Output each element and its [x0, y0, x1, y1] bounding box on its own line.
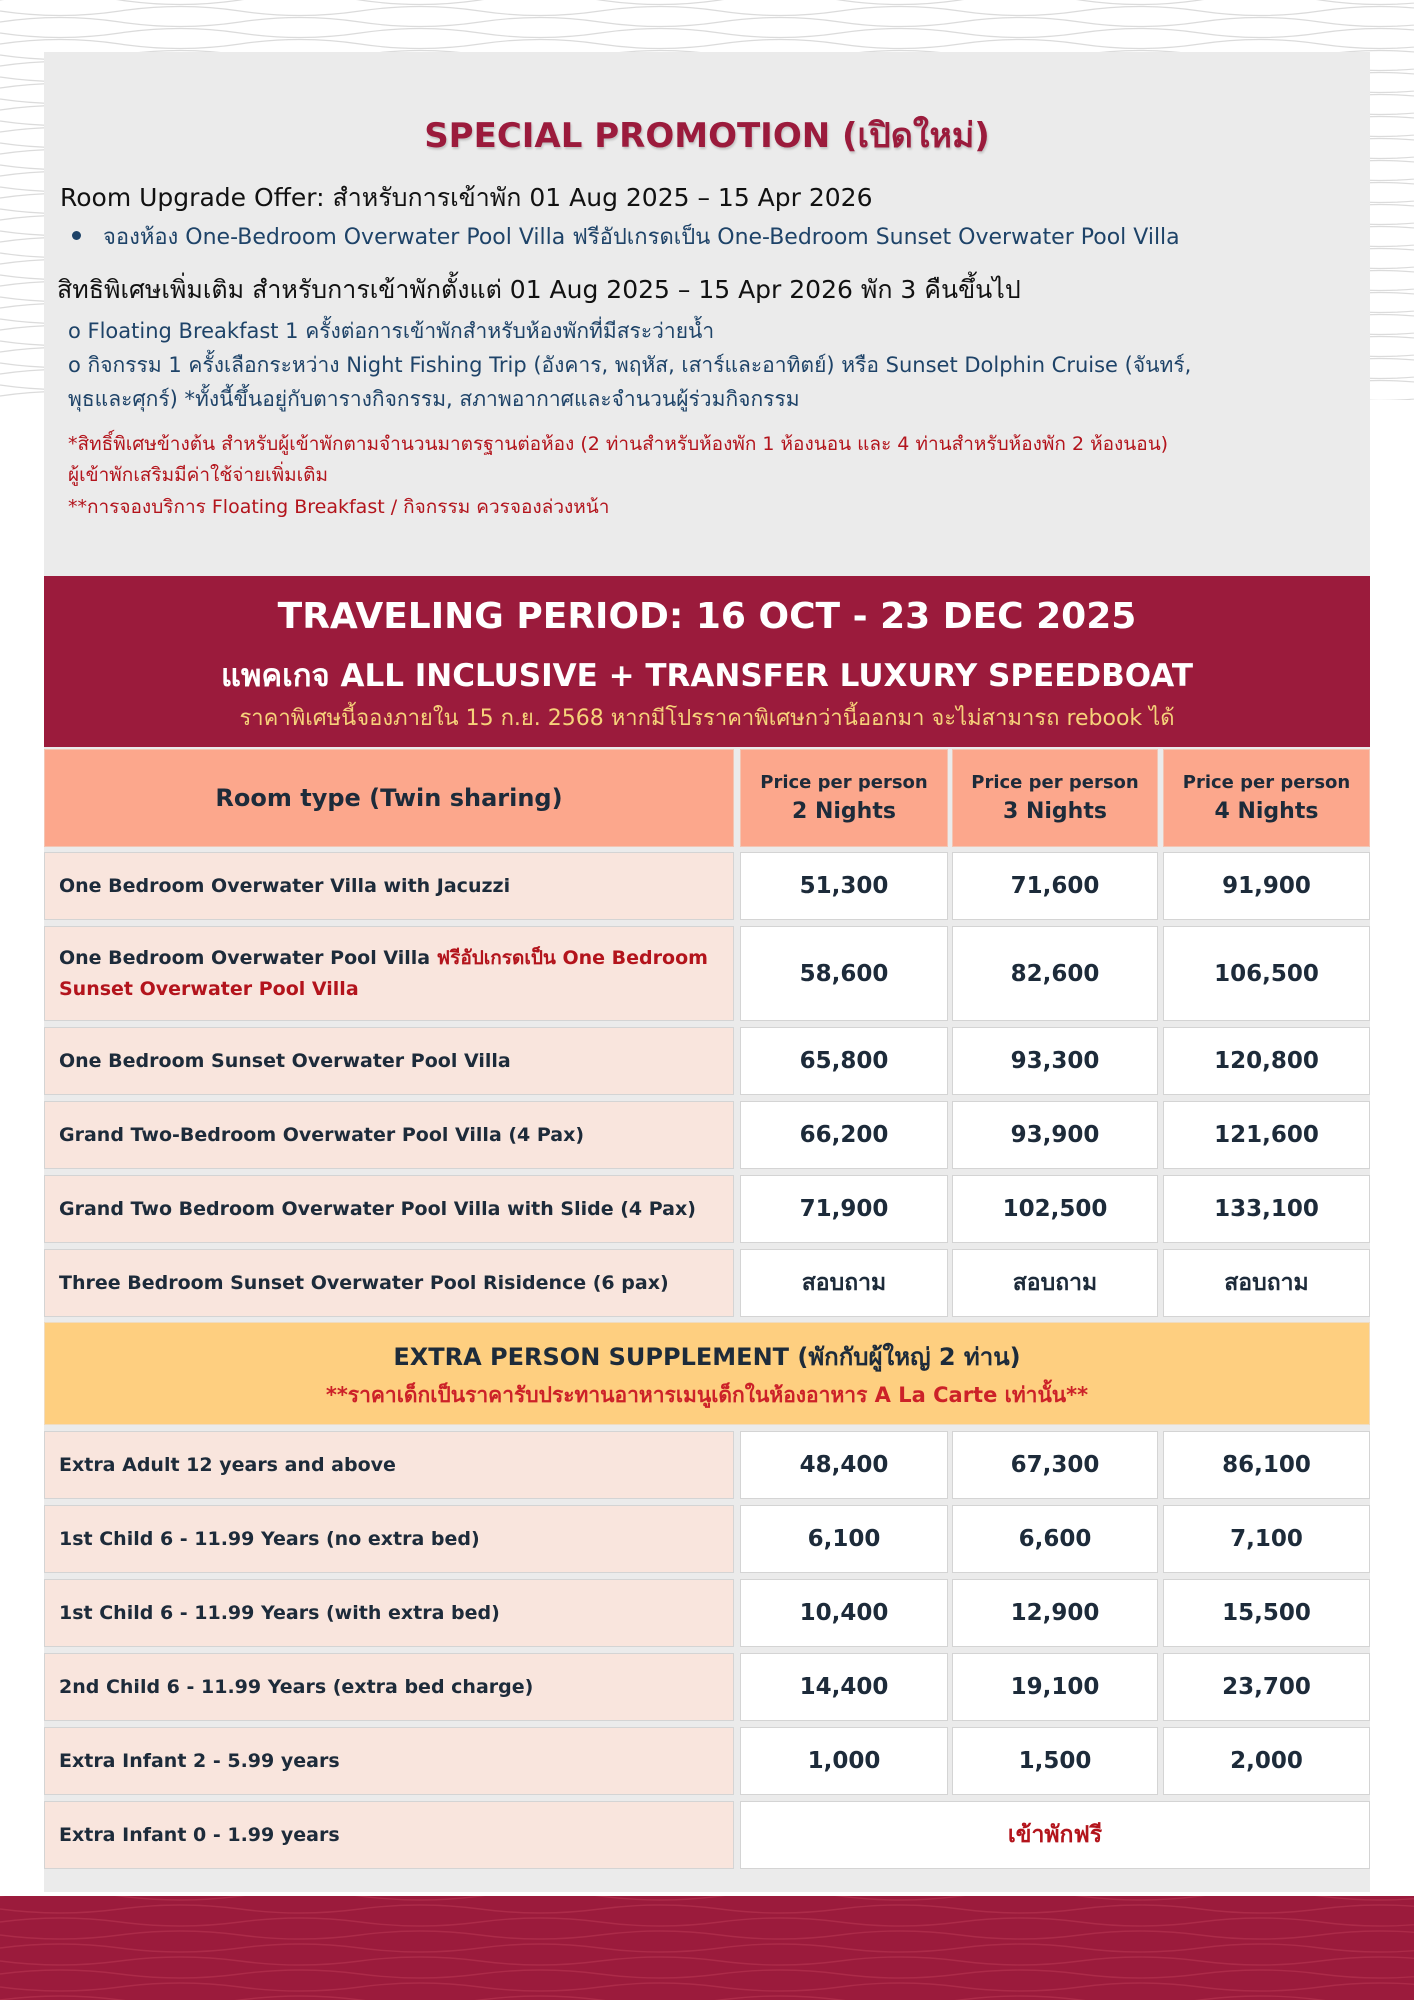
condition-note: ผู้เข้าพักเสริมมีค่าใช้จ่ายเพิ่มเติม — [68, 464, 329, 486]
price-cell: 65,800 — [740, 1027, 948, 1095]
extra-item: o Floating Breakfast 1 ครั้งต่อการเข้าพักสำหรับห้องพักที่มีสระว่ายน้ำ — [68, 319, 715, 343]
extra-item: พุธและศุกร์) *ทั้งนี้ขึ้นอยู่กับตารางกิจกรรม, สภาพอากาศและจำนวนผู้ร่วมกิจกรรม — [68, 387, 800, 411]
price-cell: สอบถาม — [740, 1249, 948, 1317]
price-cell: 133,100 — [1163, 1175, 1370, 1243]
room-name — [44, 1175, 734, 1243]
supplement-name — [44, 1653, 734, 1721]
traveling-period-banner — [44, 576, 1370, 747]
footer-wave-pattern — [0, 1896, 1414, 2000]
wave-line — [0, 1896, 1414, 1900]
price-cell: 121,600 — [1163, 1101, 1370, 1169]
condition-note: *สิทธิ์พิเศษข้างต้น สำหรับผู้เข้าพักตามจำนวนมาตรฐานต่อห้อง (2 ท่านสำหรับห้องพัก 1 ห้องนอน และ 4 ท่านสำหรับห้องพัก 2 ห้องนอน) — [68, 433, 1169, 455]
price-header-4-nights — [1163, 749, 1370, 847]
wave-line — [0, 18, 1414, 27]
room-name-text: One Bedroom Sunset Overwater Pool Villa — [59, 1049, 511, 1072]
wave-line — [0, 1931, 1414, 1939]
price-cell: 102,500 — [952, 1175, 1158, 1243]
room-name — [44, 926, 734, 1021]
room-name — [44, 1101, 734, 1169]
upgrade-highlight: ฟรีอัปเกรดเป็น One Bedroom Sunset Overwater Pool Villa — [59, 946, 708, 1000]
supplement-name — [44, 1579, 734, 1647]
room-name — [44, 1027, 734, 1095]
price-cell: 71,600 — [952, 852, 1158, 920]
price-cell: 82,600 — [952, 926, 1158, 1021]
room-name-text: Grand Two-Bedroom Overwater Pool Villa (4 Pax) — [59, 1123, 585, 1146]
extra-item: o กิจกรรม 1 ครั้งเลือกระหว่าง Night Fishing Trip (อังคาร, พฤหัส, เสาร์และอาทิตย์) หรือ Sunset Dolphin Cruise (จันทร์, — [68, 353, 1192, 377]
price-cell: 71,900 — [740, 1175, 948, 1243]
extra-privileges-heading: สิทธิพิเศษเพิ่มเติม สำหรับการเข้าพักตั้งแต่ 01 Aug 2025 – 15 Apr 2026 พัก 3 คืนขึ้นไป — [57, 275, 1021, 304]
upgrade-heading: Room Upgrade Offer: สำหรับการเข้าพัก 01 Aug 2025 – 15 Apr 2026 — [60, 183, 873, 212]
price-cell: 66,200 — [740, 1101, 948, 1169]
wave-line — [0, 7, 1414, 16]
supplement-name-text: 1st Child 6 - 11.99 Years (no extra bed) — [59, 1527, 480, 1550]
supplement-name — [44, 1505, 734, 1573]
price-cell: 15,500 — [1163, 1579, 1370, 1647]
period-title: TRAVELING PERIOD: 16 OCT - 23 DEC 2025 — [277, 596, 1137, 637]
supplement-name — [44, 1801, 734, 1869]
price-cell: 86,100 — [1163, 1431, 1370, 1499]
price-cell: 10,400 — [740, 1579, 948, 1647]
supplement-title: EXTRA PERSON SUPPLEMENT (พักกับผู้ใหญ่ 2 ท่าน) — [393, 1343, 1021, 1371]
price-cell: 14,400 — [740, 1653, 948, 1721]
extra-person-supplement-header — [44, 1322, 1370, 1425]
infant-free-stay: เข้าพักฟรี — [740, 1801, 1370, 1869]
wave-line — [0, 40, 1414, 49]
price-cell: 93,900 — [952, 1101, 1158, 1169]
price-cell: 48,400 — [740, 1431, 948, 1499]
price-header-3-nights — [952, 749, 1158, 847]
nights-label: 2 Nights — [792, 799, 896, 824]
wave-line — [0, 1905, 1414, 1913]
price-cell: สอบถาม — [1163, 1249, 1370, 1317]
price-per-person-label: Price per person — [760, 772, 928, 793]
footer-band — [0, 1896, 1414, 2000]
price-per-person-label: Price per person — [1182, 772, 1351, 793]
room-type-header-label: Room type (Twin sharing) — [215, 784, 563, 812]
room-name-text: Three Bedroom Sunset Overwater Pool Risidence (6 pax) — [59, 1271, 669, 1294]
wave-line — [0, 1957, 1414, 1965]
wave-line — [0, 1970, 1414, 1978]
upgrade-item — [72, 219, 1180, 254]
price-cell: 58,600 — [740, 926, 948, 1021]
price-cell: 23,700 — [1163, 1653, 1370, 1721]
supplement-name-text: 2nd Child 6 - 11.99 Years (extra bed charge) — [59, 1675, 534, 1698]
wave-line — [0, 1996, 1414, 2000]
price-cell: 67,300 — [952, 1431, 1158, 1499]
price-cell: สอบถาม — [952, 1249, 1158, 1317]
price-per-person-label: Price per person — [971, 772, 1139, 793]
price-cell: 51,300 — [740, 852, 948, 920]
price-cell: 93,300 — [952, 1027, 1158, 1095]
price-cell: 19,100 — [952, 1653, 1158, 1721]
wave-line — [0, 1918, 1414, 1926]
supplement-name-text: Extra Infant 0 - 1.99 years — [59, 1823, 340, 1846]
room-type-header — [44, 749, 734, 847]
price-cell: 91,900 — [1163, 852, 1370, 920]
wave-line — [0, 1983, 1414, 1991]
room-name — [44, 852, 734, 920]
price-cell: 106,500 — [1163, 926, 1370, 1021]
supplement-name-text: Extra Infant 2 - 5.99 years — [59, 1749, 340, 1772]
bullet-icon — [72, 231, 81, 240]
nights-label: 4 Nights — [1214, 799, 1319, 824]
wave-line — [0, 29, 1414, 38]
supplement-child-note: **ราคาเด็กเป็นราคารับประทานอาหารเมนูเด็กในห้องอาหาร A La Carte เท่านั้น** — [325, 1383, 1089, 1407]
price-cell: 1,500 — [952, 1727, 1158, 1795]
price-cell: 12,900 — [952, 1579, 1158, 1647]
supplement-name — [44, 1727, 734, 1795]
package-title: แพคเกจ ALL INCLUSIVE + TRANSFER LUXURY SPEEDBOAT — [220, 658, 1194, 694]
wave-line — [0, 1944, 1414, 1952]
room-name — [44, 1249, 734, 1317]
price-cell: 120,800 — [1163, 1027, 1370, 1095]
supplement-name-text: Extra Adult 12 years and above — [59, 1453, 396, 1476]
price-cell: 6,100 — [740, 1505, 948, 1573]
booking-deadline-note: ราคาพิเศษนี้จองภายใน 15 ก.ย. 2568 หากมีโปรราคาพิเศษกว่านี้ออกมา จะไม่สามารถ rebook ได้ — [239, 706, 1175, 731]
price-cell: 2,000 — [1163, 1727, 1370, 1795]
nights-label: 3 Nights — [1003, 799, 1107, 824]
price-cell: 7,100 — [1163, 1505, 1370, 1573]
promo-title: SPECIAL PROMOTION (เปิดใหม่) — [424, 116, 990, 156]
room-name-text: One Bedroom Overwater Villa with Jacuzzi — [59, 874, 511, 897]
wave-line — [0, 0, 1414, 5]
price-cell: 6,600 — [952, 1505, 1158, 1573]
supplement-name-text: 1st Child 6 - 11.99 Years (with extra bed) — [59, 1601, 500, 1624]
room-name-text: Grand Two Bedroom Overwater Pool Villa with Slide (4 Pax) — [59, 1197, 696, 1220]
room-name-text — [59, 943, 723, 1005]
price-cell: 1,000 — [740, 1727, 948, 1795]
supplement-name — [44, 1431, 734, 1499]
condition-note: **การจองบริการ Floating Breakfast / กิจกรรม ควรจองล่วงหน้า — [68, 496, 610, 518]
room-name-main: One Bedroom Overwater Pool Villa — [59, 946, 437, 969]
upgrade-item-text: จองห้อง One-Bedroom Overwater Pool Villa ฟรีอัปเกรดเป็น One-Bedroom Sunset Overwater Pool Villa — [103, 225, 1180, 250]
price-header-2-nights — [740, 749, 948, 847]
